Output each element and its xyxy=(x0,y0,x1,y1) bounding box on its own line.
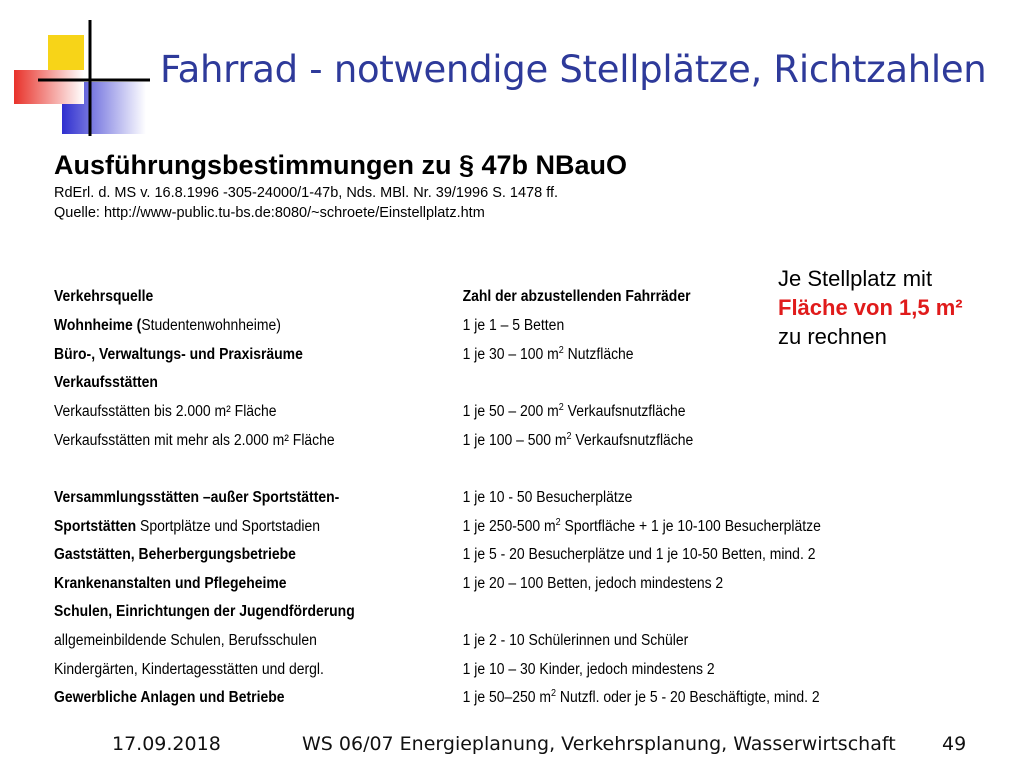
row-source-text: Verkaufsstätten bis 2.000 m² Fläche xyxy=(54,403,277,420)
table-row xyxy=(54,603,846,625)
row-count-pre: 1 je 20 – 100 Betten, jedoch mindestens 2 xyxy=(462,575,724,592)
table-row xyxy=(54,689,846,711)
table-row xyxy=(54,546,846,568)
table-row xyxy=(54,518,846,540)
row-source xyxy=(54,374,158,392)
row-source-text: allgemeinbildende Schulen, Berufsschulen xyxy=(54,632,317,649)
row-count xyxy=(463,317,565,335)
row-count-pre: 1 je 30 – 100 m xyxy=(462,346,559,363)
slide-title: Fahrrad - notwendige Stellplätze, Richtzahlen xyxy=(160,48,987,91)
row-source-bold: Krankenanstalten und Pflegeheime xyxy=(54,575,287,592)
row-count-sup: 2 xyxy=(551,688,557,699)
row-count xyxy=(463,489,633,507)
row-source-text: Verkaufsstätten mit mehr als 2.000 m² Fläche xyxy=(54,432,335,449)
row-source-bold: Gewerbliche Anlagen und Betriebe xyxy=(54,689,285,706)
row-count-sup: 2 xyxy=(566,431,572,442)
row-source xyxy=(54,432,335,450)
table-row xyxy=(54,632,846,654)
row-source xyxy=(54,518,320,536)
row-count-pre: 1 je 10 - 50 Besucherplätze xyxy=(462,489,633,506)
row-source xyxy=(54,346,303,364)
row-source xyxy=(54,689,284,707)
row-count xyxy=(463,661,715,679)
row-count-pre: 1 je 250-500 m xyxy=(462,518,556,535)
reference-line-decree: RdErl. d. MS v. 16.8.1996 -305-24000/1-47b, Nds. MBl. Nr. 39/1996 S. 1478 ff. xyxy=(54,185,559,201)
row-count-pre: 1 je 10 – 30 Kinder, jedoch mindestens 2 xyxy=(462,661,715,678)
row-source-bold: Versammlungsstätten –außer Sportstätten- xyxy=(54,489,340,506)
row-source-text: Studentenwohnheime) xyxy=(141,317,281,334)
table-row xyxy=(54,575,846,597)
row-source-bold: Gaststätten, Beherbergungsbetriebe xyxy=(54,546,296,563)
row-count-pre: 1 je 1 – 5 Betten xyxy=(462,317,565,334)
row-count xyxy=(463,403,686,421)
header-count: Zahl der abzustellenden Fahrräder xyxy=(462,288,691,305)
row-count xyxy=(463,346,634,364)
note-line-2: Fläche von 1,5 m² xyxy=(778,295,963,320)
row-source xyxy=(54,403,277,421)
table-row xyxy=(54,374,846,396)
reference-line-source: Quelle: http://www-public.tu-bs.de:8080/~schroete/Einstellplatz.htm xyxy=(54,205,485,221)
row-source xyxy=(54,575,287,593)
table-row xyxy=(54,661,846,683)
row-source-text: Sportplätze und Sportstadien xyxy=(136,518,320,535)
table-row xyxy=(54,346,846,368)
note-line-1: Je Stellplatz mit xyxy=(778,266,933,291)
row-count xyxy=(463,546,816,564)
header-source: Verkehrsquelle xyxy=(54,288,154,305)
row-source-bold: Schulen, Einrichtungen der Jugendförderung xyxy=(54,603,355,620)
row-source xyxy=(54,317,281,335)
footer-date: 17.09.2018 xyxy=(112,733,221,755)
row-source xyxy=(54,489,339,507)
table-header-row xyxy=(54,288,846,310)
row-count xyxy=(463,575,724,593)
row-count xyxy=(463,689,820,707)
row-count-pre: 1 je 50 – 200 m xyxy=(462,403,559,420)
logo-red-bar xyxy=(14,70,84,104)
note-line-3: zu rechnen xyxy=(778,324,887,349)
row-count-post: Verkaufsnutzfläche xyxy=(571,432,694,449)
row-source-text: Kindergärten, Kindertagesstätten und dergl. xyxy=(54,661,324,678)
footer-course: WS 06/07 Energieplanung, Verkehrsplanung, Wasserwirtschaft xyxy=(302,733,896,755)
row-source-bold: Wohnheime ( xyxy=(54,317,142,334)
row-source-bold: Verkaufsstätten xyxy=(54,374,158,391)
row-count-post: Verkaufsnutzfläche xyxy=(563,403,686,420)
section-heading: Ausführungsbestimmungen zu § 47b NBauO xyxy=(54,150,628,180)
row-source xyxy=(54,546,296,564)
row-source xyxy=(54,661,324,679)
row-count-post: Nutzfläche xyxy=(563,346,634,363)
row-count xyxy=(463,632,689,650)
row-source xyxy=(54,632,317,650)
row-count-pre: 1 je 100 – 500 m xyxy=(462,432,567,449)
table-row xyxy=(54,317,846,339)
row-count xyxy=(463,432,694,450)
row-count-post: Nutzfl. oder je 5 - 20 Beschäftigte, mind. 2 xyxy=(556,689,820,706)
slide-logo-graphic xyxy=(0,0,160,150)
row-count-post: Sportfläche + 1 je 10-100 Besucherplätze xyxy=(560,518,821,535)
row-source xyxy=(54,603,355,621)
row-source-bold: Büro-, Verwaltungs- und Praxisräume xyxy=(54,346,303,363)
footer-page-number: 49 xyxy=(942,733,967,755)
table-row xyxy=(54,489,846,511)
row-count-pre: 1 je 5 - 20 Besucherplätze und 1 je 10-50 Betten, mind. 2 xyxy=(462,546,816,563)
table-row xyxy=(54,403,846,425)
row-count-sup: 2 xyxy=(558,402,564,413)
table-row xyxy=(54,432,846,454)
row-count-pre: 1 je 50–250 m xyxy=(462,689,552,706)
row-count xyxy=(463,518,821,536)
row-count-sup: 2 xyxy=(558,345,564,356)
row-count-sup: 2 xyxy=(555,517,561,528)
row-source-bold: Sportstätten xyxy=(54,518,137,535)
row-count-pre: 1 je 2 - 10 Schülerinnen und Schüler xyxy=(462,632,689,649)
